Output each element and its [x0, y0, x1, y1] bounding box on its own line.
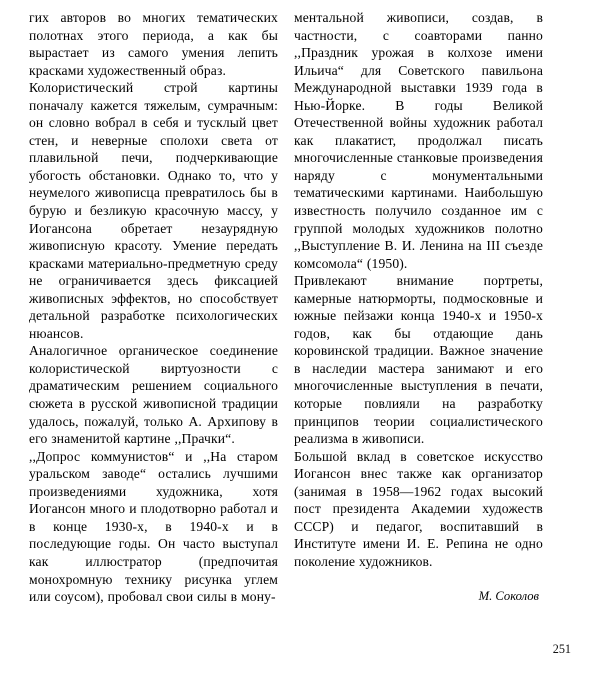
right-column	[294, 9, 543, 606]
left-column	[29, 9, 278, 606]
two-column-text-body	[29, 9, 571, 606]
page-number: 251	[552, 641, 571, 656]
paragraph: Большой вклад в советское искусство Иогансон внес также как организатор (занимая в 1958—1962 годах высокий пост президента Академии художеств СССР) и педагог, воспитавший в Институте имени И. Е. Репина не одно поколение художников.	[294, 448, 543, 569]
author-signature: М. Соколов	[478, 589, 539, 604]
paragraph: Аналогичное органическое соединение колористической виртуозности с драматическим решением социального сюжета в русской живописной традиции удалось, пожалуй, только А. Архипову в его знаменитой картине ,,Прачки“.	[29, 343, 278, 447]
paragraph: Колористический строй картины поначалу кажется тяжелым, сумрачным: он словно вобрал в себя и тусклый цвет стен, и неверные сполохи света от плавильной печи, подчеркивающие убогость обстановки. Однако то, что у неумелого живописца превратилось бы в бурую и безликую красочную массу, у Иогансона обретает незаурядную живописную красоту. Умение передать красками материально-предметную среду не ограничивается здесь фиксацией живописных эффектов, но способствует детальной разработке психологических нюансов.	[29, 80, 278, 341]
paragraph: гих авторов во многих тематических полотнах этого периода, а как бы вырастает из самого умения лепить красками художественный образ.	[29, 10, 278, 78]
paragraph: ,,Допрос коммунистов“ и ,,На старом уральском заводе“ остались лучшими произведениями художника, хотя Иогансон много и плодотворно работал и в конце 1930-х, в 1940-х и в последующие годы. Он часто выступал как иллюстратор (предпочитая монохромную технику рисунка углем или соусом), пробовал свои силы в мону-	[29, 448, 278, 605]
paragraph: Привлекают внимание портреты, камерные натюрморты, подмосковные и южные пейзажи конца 1940-х и 1950-х годов, как бы отдающие дань коровинской традиции. Важное значение в наследии мастера занимают и его многочисленные выступления в печати, которые повлияли на разработку принципов теории социалистического реализма в живописи.	[294, 273, 543, 447]
paragraph: ментальной живописи, создав, в частности, с соавторами панно ,,Праздник урожая в колхозе имени Ильича“ для Советского павильона Международной выставки 1939 года в Нью-Йорке. В годы Великой Отечественной войны художник работал как плакатист, продолжал писать многочисленные станковые произведения наряду с монументальными тематическими картинами. Наибольшую известность получило созданное им с группой молодых художников полотно ,,Выступление В. И. Ленина на III съезде комсомола“ (1950).	[294, 10, 543, 271]
